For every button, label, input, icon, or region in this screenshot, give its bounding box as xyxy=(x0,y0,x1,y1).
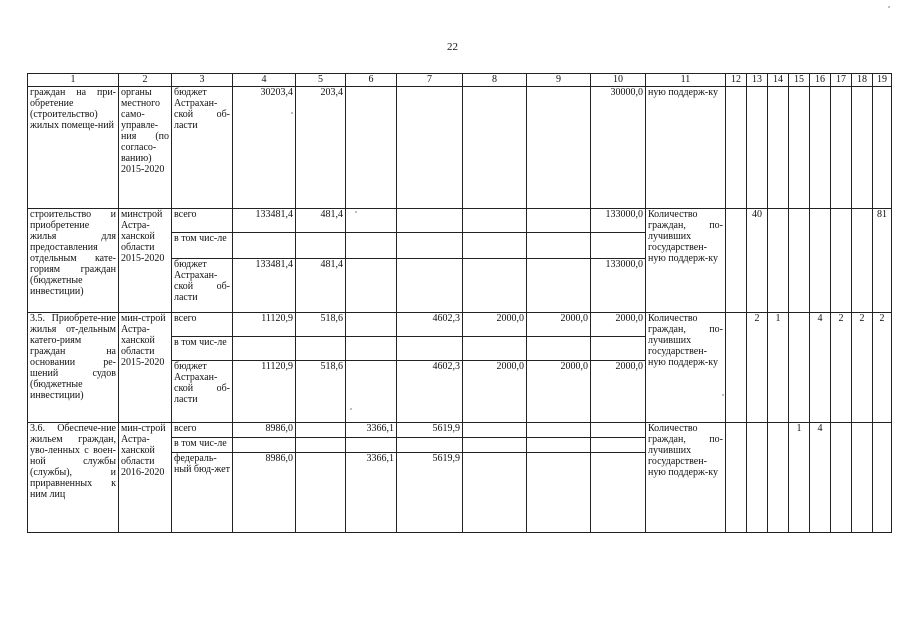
amount-cell xyxy=(591,438,646,453)
amount-cell xyxy=(296,453,346,533)
column-header: 4 xyxy=(233,74,296,87)
amount-cell xyxy=(296,423,346,438)
indicator-value-cell: 2 xyxy=(831,313,852,423)
amount-cell: 518,6 xyxy=(296,361,346,423)
indicator-value-cell: 4 xyxy=(810,313,831,423)
column-header: 7 xyxy=(397,74,463,87)
scan-speck xyxy=(722,394,724,396)
indicator-value-cell xyxy=(789,313,810,423)
column-header: 19 xyxy=(873,74,892,87)
amount-cell xyxy=(463,337,527,361)
amount-cell xyxy=(346,233,397,259)
column-header: 11 xyxy=(646,74,726,87)
indicator-value-cell: 2 xyxy=(873,313,892,423)
indicator-value-cell xyxy=(810,87,831,209)
amount-cell xyxy=(527,209,591,233)
column-header: 15 xyxy=(789,74,810,87)
amount-cell: 5619,9 xyxy=(397,453,463,533)
amount-cell xyxy=(296,337,346,361)
amount-cell: 133000,0 xyxy=(591,209,646,233)
amount-cell: 133481,4 xyxy=(233,209,296,233)
amount-cell: 8986,0 xyxy=(233,423,296,438)
indicator-value-cell xyxy=(747,87,768,209)
funding-source-cell: всего xyxy=(172,209,233,233)
amount-cell xyxy=(463,233,527,259)
column-header: 6 xyxy=(346,74,397,87)
amount-cell xyxy=(346,87,397,209)
amount-cell: 2000,0 xyxy=(527,361,591,423)
funding-source-cell: бюджет Астрахан-ской об-ласти xyxy=(172,259,233,313)
amount-cell xyxy=(463,87,527,209)
amount-cell: 2000,0 xyxy=(463,361,527,423)
indicator-value-cell xyxy=(810,209,831,313)
amount-cell: 4602,3 xyxy=(397,361,463,423)
column-header: 1 xyxy=(28,74,119,87)
indicator-value-cell xyxy=(768,423,789,533)
table-row xyxy=(28,313,892,337)
indicator-value-cell xyxy=(747,423,768,533)
indicator-cell: ную поддерж-ку xyxy=(646,87,726,209)
amount-cell: 2000,0 xyxy=(591,313,646,337)
indicator-value-cell xyxy=(726,423,747,533)
amount-cell: 2000,0 xyxy=(591,361,646,423)
amount-cell xyxy=(527,233,591,259)
indicator-value-cell xyxy=(873,87,892,209)
amount-cell xyxy=(233,438,296,453)
indicator-value-cell xyxy=(789,87,810,209)
program-activities-table xyxy=(27,73,892,533)
scan-speck xyxy=(888,6,890,8)
indicator-value-cell: 2 xyxy=(747,313,768,423)
amount-cell xyxy=(346,259,397,313)
indicator-value-cell xyxy=(852,423,873,533)
funding-source-cell: в том чис-ле xyxy=(172,337,233,361)
amount-cell: 11120,9 xyxy=(233,313,296,337)
indicator-value-cell: 81 xyxy=(873,209,892,313)
indicator-cell: Количество граждан, по-лучивших государствен-ную поддерж-ку xyxy=(646,209,726,313)
indicator-value-cell xyxy=(768,87,789,209)
funding-source-cell: бюджет Астрахан-ской об-ласти xyxy=(172,361,233,423)
amount-cell xyxy=(346,337,397,361)
funding-source-cell: федераль-ный бюд-жет xyxy=(172,453,233,533)
executor-cell: органы местного само-управле-ния (по согласо-ванию) 2015-2020 xyxy=(119,87,172,209)
column-header: 18 xyxy=(852,74,873,87)
indicator-value-cell xyxy=(831,209,852,313)
activity-name-cell: строительство и приобретение жилья для предоставления отдельным кате-гориям граждан (бюджетные инвестиции) xyxy=(28,209,119,313)
column-header: 13 xyxy=(747,74,768,87)
amount-cell xyxy=(527,453,591,533)
scan-speck xyxy=(350,408,352,410)
amount-cell xyxy=(527,423,591,438)
activity-name-cell: 3.5. Приобрете-ние жилья от-дельным катего-риям граждан на основании ре-шений судов (бюджетные инвестиции) xyxy=(28,313,119,423)
amount-cell xyxy=(463,209,527,233)
indicator-value-cell xyxy=(852,87,873,209)
amount-cell xyxy=(463,453,527,533)
column-header: 10 xyxy=(591,74,646,87)
activity-name-cell: граждан на при-обретение (строительство) жилых помеще-ний xyxy=(28,87,119,209)
indicator-value-cell xyxy=(768,209,789,313)
amount-cell xyxy=(233,337,296,361)
amount-cell xyxy=(397,209,463,233)
indicator-value-cell xyxy=(831,423,852,533)
amount-cell: 481,4 xyxy=(296,259,346,313)
amount-cell: 2000,0 xyxy=(527,313,591,337)
indicator-value-cell: 4 xyxy=(810,423,831,533)
column-header: 9 xyxy=(527,74,591,87)
amount-cell: 30203,4 xyxy=(233,87,296,209)
amount-cell: 5619,9 xyxy=(397,423,463,438)
amount-cell xyxy=(233,233,296,259)
executor-cell: минстрой Астра-ханской области 2015-2020 xyxy=(119,209,172,313)
funding-source-cell: в том чис-ле xyxy=(172,438,233,453)
column-header: 17 xyxy=(831,74,852,87)
amount-cell xyxy=(397,87,463,209)
amount-cell: 11120,9 xyxy=(233,361,296,423)
column-number-row xyxy=(28,74,892,87)
amount-cell xyxy=(527,87,591,209)
column-header: 16 xyxy=(810,74,831,87)
amount-cell: 8986,0 xyxy=(233,453,296,533)
funding-source-cell: всего xyxy=(172,313,233,337)
amount-cell xyxy=(591,453,646,533)
indicator-value-cell xyxy=(789,209,810,313)
amount-cell: 481,4 xyxy=(296,209,346,233)
amount-cell xyxy=(397,259,463,313)
indicator-value-cell: 2 xyxy=(852,313,873,423)
amount-cell: 133481,4 xyxy=(233,259,296,313)
indicator-value-cell xyxy=(831,87,852,209)
activity-name-cell: 3.6. Обеспече-ние жильем граждан, уво-ленных с воен-ной службы (службы), и приравненных к ним лиц xyxy=(28,423,119,533)
amount-cell xyxy=(591,423,646,438)
amount-cell: 2000,0 xyxy=(463,313,527,337)
funding-source-cell: в том чис-ле xyxy=(172,233,233,259)
indicator-cell: Количество граждан, по-лучивших государствен-ную поддерж-ку xyxy=(646,313,726,423)
amount-cell xyxy=(346,209,397,233)
indicator-value-cell: 1 xyxy=(789,423,810,533)
column-header: 3 xyxy=(172,74,233,87)
table-row xyxy=(28,423,892,438)
column-header: 14 xyxy=(768,74,789,87)
amount-cell: 4602,3 xyxy=(397,313,463,337)
amount-cell xyxy=(296,438,346,453)
amount-cell: 30000,0 xyxy=(591,87,646,209)
amount-cell: 203,4 xyxy=(296,87,346,209)
amount-cell xyxy=(591,337,646,361)
table-row xyxy=(28,87,892,209)
amount-cell xyxy=(346,361,397,423)
amount-cell xyxy=(591,233,646,259)
funding-source-cell: всего xyxy=(172,423,233,438)
amount-cell: 518,6 xyxy=(296,313,346,337)
amount-cell xyxy=(527,337,591,361)
indicator-value-cell xyxy=(726,87,747,209)
indicator-value-cell: 40 xyxy=(747,209,768,313)
amount-cell: 133000,0 xyxy=(591,259,646,313)
amount-cell xyxy=(346,438,397,453)
indicator-value-cell xyxy=(726,209,747,313)
funding-source-cell: бюджет Астрахан-ской об-ласти xyxy=(172,87,233,209)
column-header: 12 xyxy=(726,74,747,87)
amount-cell: 3366,1 xyxy=(346,423,397,438)
indicator-cell: Количество граждан, по-лучивших государствен-ную поддерж-ку xyxy=(646,423,726,533)
amount-cell xyxy=(296,233,346,259)
scan-speck xyxy=(355,211,357,213)
column-header: 5 xyxy=(296,74,346,87)
indicator-value-cell xyxy=(726,313,747,423)
indicator-value-cell xyxy=(873,423,892,533)
amount-cell xyxy=(527,259,591,313)
indicator-value-cell xyxy=(852,209,873,313)
amount-cell xyxy=(346,313,397,337)
executor-cell: мин-строй Астра-ханской области 2016-2020 xyxy=(119,423,172,533)
amount-cell xyxy=(397,337,463,361)
amount-cell xyxy=(463,423,527,438)
indicator-value-cell: 1 xyxy=(768,313,789,423)
column-header: 8 xyxy=(463,74,527,87)
executor-cell: мин-строй Астра-ханской области 2015-2020 xyxy=(119,313,172,423)
amount-cell: 3366,1 xyxy=(346,453,397,533)
column-header: 2 xyxy=(119,74,172,87)
amount-cell xyxy=(463,259,527,313)
page-number: 22 xyxy=(447,41,458,53)
amount-cell xyxy=(527,438,591,453)
amount-cell xyxy=(397,233,463,259)
table-row xyxy=(28,209,892,233)
scan-speck xyxy=(291,112,293,114)
amount-cell xyxy=(463,438,527,453)
amount-cell xyxy=(397,438,463,453)
